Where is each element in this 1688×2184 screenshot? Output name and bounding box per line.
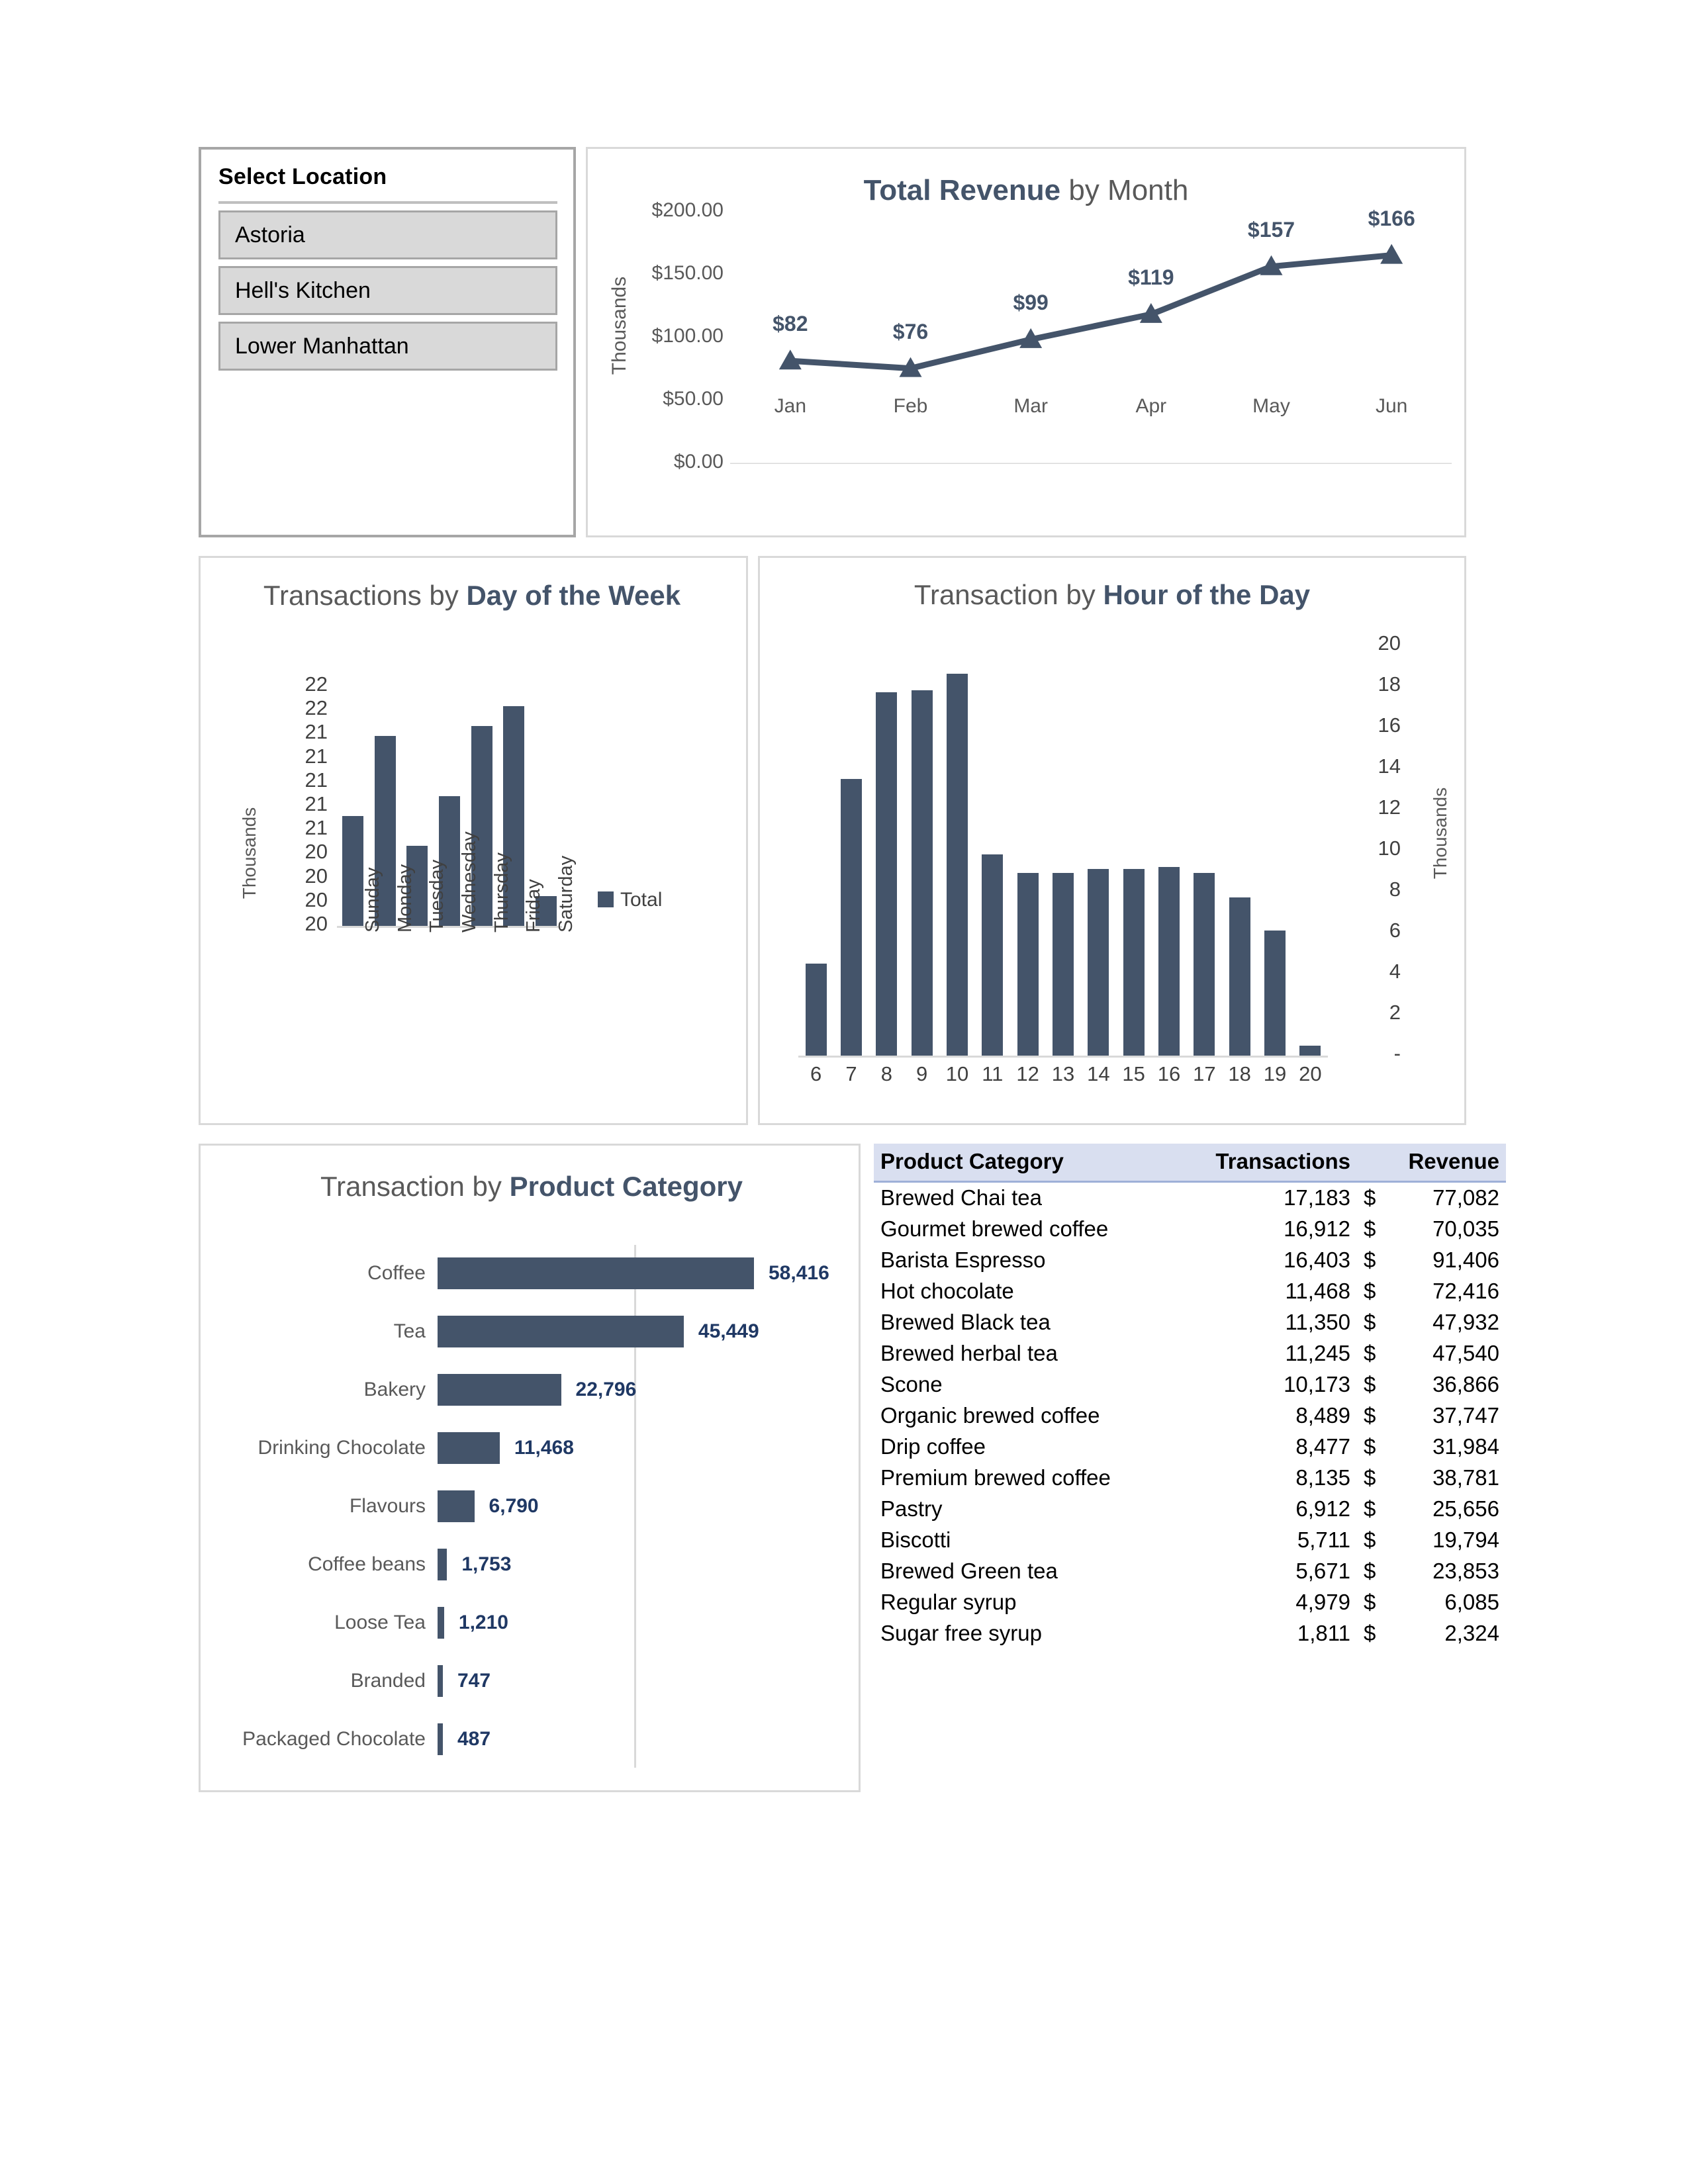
- table-row[interactable]: [874, 1369, 1506, 1400]
- dow-y-tick: 21: [305, 792, 328, 815]
- table-header-row: [874, 1144, 1506, 1182]
- table-row[interactable]: [874, 1618, 1506, 1649]
- product-category-value: 1,753: [461, 1553, 512, 1575]
- table-row[interactable]: [874, 1214, 1506, 1245]
- table-row[interactable]: [874, 1556, 1506, 1587]
- table-header-revenue[interactable]: Revenue: [1357, 1144, 1506, 1182]
- cell-revenue: $ 47,932: [1364, 1310, 1499, 1334]
- slicer-item-astoria[interactable]: Astoria: [218, 210, 557, 259]
- dow-bar: [342, 816, 363, 926]
- hour-x-tick: 9: [916, 1062, 928, 1085]
- currency-symbol: $: [1364, 1341, 1376, 1365]
- product-category-label: Coffee: [367, 1262, 426, 1284]
- cell-transactions: 6,912: [1295, 1496, 1350, 1521]
- cell-revenue: $ 31,984: [1364, 1434, 1499, 1459]
- cell-revenue: $ 47,540: [1364, 1341, 1499, 1365]
- product-category-bar: [438, 1665, 443, 1697]
- transactions-by-hour-of-day-chart: [758, 556, 1466, 1125]
- legend-swatch-total: [598, 891, 614, 907]
- cell-revenue: $ 6,085: [1364, 1590, 1499, 1614]
- dow-y-tick: 22: [305, 696, 328, 720]
- table-row[interactable]: [874, 1463, 1506, 1494]
- currency-symbol: $: [1364, 1465, 1376, 1490]
- hour-bar: [1264, 931, 1286, 1056]
- hour-of-day-chart-title: [760, 579, 1464, 611]
- hour-y-tick: 10: [1378, 837, 1401, 860]
- product-category-bar: [438, 1549, 447, 1580]
- hour-x-tick: 6: [810, 1062, 822, 1085]
- transactions-by-day-of-week-chart: [199, 556, 748, 1125]
- cell-product-category: Biscotti: [880, 1527, 951, 1552]
- cell-transactions: 5,711: [1297, 1527, 1350, 1552]
- table-row[interactable]: [874, 1587, 1506, 1618]
- hour-bar: [1088, 869, 1109, 1056]
- product-category-value: 45,449: [698, 1320, 759, 1342]
- product-category-value: 11,468: [514, 1437, 574, 1459]
- product-category-value: 22,796: [575, 1379, 637, 1400]
- currency-symbol: $: [1364, 1372, 1376, 1396]
- revenue-y-ticks: [588, 199, 724, 473]
- revenue-x-tick: Jun: [1375, 395, 1408, 417]
- cell-product-category: Regular syrup: [880, 1590, 1017, 1614]
- dow-x-tick: Thursday: [491, 852, 512, 933]
- hour-y-axis-label: Thousands: [1430, 787, 1450, 880]
- cell-revenue: $ 38,781: [1364, 1465, 1499, 1490]
- dow-y-tick: 22: [305, 672, 328, 696]
- cell-transactions: 11,245: [1285, 1341, 1350, 1365]
- currency-symbol: $: [1364, 1527, 1376, 1552]
- cell-product-category: Organic brewed coffee: [880, 1403, 1100, 1428]
- hour-y-tick: 8: [1389, 878, 1401, 901]
- table-row[interactable]: [874, 1494, 1506, 1525]
- table-row[interactable]: [874, 1432, 1506, 1463]
- hour-y-tick: 6: [1389, 919, 1401, 942]
- cell-product-category: Brewed Green tea: [880, 1559, 1058, 1583]
- cell-transactions: 8,477: [1295, 1434, 1350, 1459]
- revenue-y-axis-label: Thousands: [608, 276, 630, 375]
- hour-x-tick: 14: [1087, 1062, 1110, 1085]
- hour-bar: [912, 690, 933, 1056]
- product-category-label: Flavours: [349, 1495, 426, 1517]
- cell-transactions: 8,135: [1295, 1465, 1350, 1490]
- cell-revenue: $ 72,416: [1364, 1279, 1499, 1303]
- currency-symbol: $: [1364, 1310, 1376, 1334]
- revenue-x-tick: Feb: [893, 395, 928, 417]
- hour-y-tick: 14: [1378, 754, 1401, 778]
- hour-x-tick: 8: [880, 1062, 892, 1085]
- product-category-value: 1,210: [458, 1612, 508, 1633]
- hour-x-tick: 12: [1016, 1062, 1039, 1085]
- transactions-by-product-category-chart: [199, 1144, 861, 1792]
- location-slicer-panel: [199, 147, 576, 537]
- cell-revenue: $ 2,324: [1364, 1621, 1499, 1645]
- cell-transactions: 11,468: [1285, 1279, 1350, 1303]
- table-row[interactable]: [874, 1276, 1506, 1307]
- revenue-y-tick: $150.00: [651, 262, 724, 284]
- hour-x-tick: 18: [1228, 1062, 1251, 1085]
- product-category-value: 6,790: [489, 1495, 539, 1517]
- cell-revenue: $ 23,853: [1364, 1559, 1499, 1583]
- cell-product-category: Drip coffee: [880, 1434, 986, 1459]
- hour-bar: [1017, 873, 1039, 1056]
- product-detail-table: [874, 1144, 1499, 1649]
- cell-transactions: 10,173: [1284, 1372, 1350, 1396]
- product-category-label: Drinking Chocolate: [258, 1437, 426, 1459]
- cell-revenue: $ 36,866: [1364, 1372, 1499, 1396]
- cell-product-category: Barista Espresso: [880, 1248, 1046, 1272]
- product-category-value: 487: [457, 1728, 491, 1750]
- dow-y-tick: 21: [305, 768, 328, 792]
- product-category-row: [201, 1711, 863, 1768]
- currency-symbol: $: [1364, 1621, 1376, 1645]
- revenue-y-tick: $50.00: [663, 388, 724, 410]
- cell-transactions: 1,811: [1297, 1621, 1350, 1645]
- day-of-week-chart-title: [227, 579, 717, 612]
- cell-transactions: 17,183: [1284, 1185, 1350, 1210]
- hour-y-tick: 16: [1378, 713, 1401, 737]
- dow-y-tick: 21: [305, 744, 328, 768]
- revenue-data-label: $157: [1247, 217, 1295, 242]
- product-category-row: [201, 1420, 863, 1477]
- product-category-row: [201, 1594, 863, 1651]
- hour-bar: [841, 779, 862, 1056]
- slicer-divider: [218, 201, 557, 204]
- hour-x-tick: 17: [1193, 1062, 1216, 1085]
- currency-symbol: $: [1364, 1248, 1376, 1272]
- dow-x-tick: Sunday: [362, 867, 384, 933]
- dow-x-tick: Monday: [394, 864, 416, 933]
- product-category-row: [201, 1245, 863, 1302]
- hour-y-tick: 12: [1378, 796, 1401, 819]
- hour-y-tick: -: [1393, 1042, 1401, 1065]
- product-category-value: 747: [457, 1670, 491, 1692]
- currency-symbol: $: [1364, 1279, 1376, 1303]
- dow-y-axis-label: Thousands: [239, 807, 259, 899]
- dow-x-tick: Saturday: [555, 855, 577, 933]
- product-category-bar: [438, 1723, 443, 1755]
- table-header-transactions[interactable]: Transactions: [1188, 1144, 1357, 1182]
- table-body: [874, 1182, 1506, 1650]
- product-category-row: [201, 1303, 863, 1360]
- cell-transactions: 16,912: [1284, 1216, 1350, 1241]
- cell-product-category: Brewed Chai tea: [880, 1185, 1042, 1210]
- product-category-bar: [438, 1607, 444, 1639]
- hour-x-tick: 16: [1157, 1062, 1181, 1085]
- cell-product-category: Hot chocolate: [880, 1279, 1014, 1303]
- slicer-item-lower-manhattan[interactable]: Lower Manhattan: [218, 322, 557, 371]
- cell-transactions: 8,489: [1295, 1403, 1350, 1428]
- hour-y-tick: 20: [1378, 631, 1401, 655]
- revenue-y-tick: $100.00: [651, 325, 724, 347]
- cell-revenue: $ 25,656: [1364, 1496, 1499, 1521]
- hour-bar: [1158, 867, 1180, 1056]
- revenue-data-label: $166: [1368, 206, 1415, 230]
- cell-transactions: 4,979: [1295, 1590, 1350, 1614]
- cell-transactions: 11,350: [1285, 1310, 1350, 1334]
- hour-bar: [1053, 873, 1074, 1056]
- hour-x-tick: 10: [945, 1062, 969, 1085]
- currency-symbol: $: [1364, 1434, 1376, 1459]
- dow-y-tick: 20: [305, 912, 328, 935]
- cell-product-category: Sugar free syrup: [880, 1621, 1042, 1645]
- product-category-label: Branded: [350, 1670, 426, 1692]
- currency-symbol: $: [1364, 1216, 1376, 1241]
- product-category-bar: [438, 1257, 754, 1289]
- hour-bar: [1299, 1046, 1321, 1056]
- hour-y-tick: 18: [1378, 672, 1401, 696]
- cell-transactions: 5,671: [1295, 1559, 1350, 1583]
- dow-y-tick: 20: [305, 887, 328, 911]
- dow-x-tick: Friday: [523, 879, 545, 933]
- hour-x-tick: 15: [1122, 1062, 1145, 1085]
- prod-title-bold: Product Category: [509, 1171, 743, 1202]
- product-category-label: Loose Tea: [334, 1612, 426, 1633]
- slicer-title: Select Location: [218, 164, 387, 189]
- product-category-row: [201, 1653, 863, 1709]
- product-category-label: Packaged Chocolate: [242, 1728, 426, 1750]
- revenue-plot-area: [730, 212, 1452, 464]
- currency-symbol: $: [1364, 1496, 1376, 1521]
- revenue-x-tick: Mar: [1013, 395, 1048, 417]
- dow-y-tick: 20: [305, 864, 328, 887]
- revenue-data-label: $82: [773, 312, 808, 336]
- product-category-bar: [438, 1490, 475, 1522]
- slicer-item-hells-kitchen[interactable]: Hell's Kitchen: [218, 266, 557, 315]
- table-row[interactable]: [874, 1182, 1506, 1214]
- hour-x-tick: 20: [1299, 1062, 1322, 1085]
- table: [874, 1144, 1506, 1649]
- currency-symbol: $: [1364, 1403, 1376, 1428]
- table-row[interactable]: [874, 1525, 1506, 1556]
- product-category-bar: [438, 1374, 561, 1406]
- dow-y-tick: 20: [305, 840, 328, 864]
- dow-title-regular: Transactions by: [263, 580, 467, 611]
- product-category-label: Coffee beans: [308, 1553, 426, 1575]
- currency-symbol: $: [1364, 1559, 1376, 1583]
- dow-y-tick: 21: [305, 720, 328, 744]
- currency-symbol: $: [1364, 1590, 1376, 1614]
- dow-y-tick: 21: [305, 816, 328, 840]
- product-category-bar: [438, 1432, 500, 1464]
- table-header-product-category[interactable]: Product Category: [874, 1144, 1188, 1182]
- cell-product-category: Scone: [880, 1372, 943, 1396]
- total-revenue-by-month-chart: [586, 147, 1466, 537]
- hour-title-regular: Transaction by: [914, 579, 1103, 610]
- table-row[interactable]: [874, 1245, 1506, 1276]
- revenue-data-label: $76: [892, 319, 929, 343]
- revenue-x-tick: May: [1252, 395, 1290, 417]
- revenue-x-tick: Jan: [774, 395, 807, 417]
- hour-bar: [982, 854, 1003, 1056]
- prod-title-regular: Transaction by: [320, 1171, 510, 1202]
- dow-x-tick: Wednesday: [459, 831, 480, 933]
- cell-revenue: $ 70,035: [1364, 1216, 1499, 1241]
- hour-bar: [1123, 869, 1145, 1056]
- hour-x-tick: 11: [982, 1062, 1004, 1085]
- hour-bar: [947, 674, 968, 1056]
- table-row[interactable]: [874, 1338, 1506, 1369]
- cell-product-category: Brewed Black tea: [880, 1310, 1051, 1334]
- product-category-chart-title: [214, 1171, 849, 1203]
- hour-y-tick: 4: [1389, 960, 1401, 983]
- legend-label-total: Total: [620, 889, 663, 911]
- hour-bar: [876, 692, 897, 1056]
- cell-transactions: 16,403: [1284, 1248, 1350, 1272]
- table-row[interactable]: [874, 1307, 1506, 1338]
- revenue-data-label: $99: [1013, 290, 1049, 314]
- cell-revenue: $ 91,406: [1364, 1248, 1499, 1272]
- dow-title-bold: Day of the Week: [466, 580, 681, 611]
- cell-product-category: Brewed herbal tea: [880, 1341, 1058, 1365]
- revenue-x-tick: Apr: [1135, 395, 1167, 417]
- cell-product-category: Premium brewed coffee: [880, 1465, 1111, 1490]
- hour-bar: [806, 964, 827, 1056]
- table-row[interactable]: [874, 1400, 1506, 1432]
- cell-revenue: $ 77,082: [1364, 1185, 1499, 1210]
- product-category-label: Tea: [393, 1320, 426, 1342]
- product-category-label: Bakery: [363, 1379, 426, 1400]
- hour-bar: [1194, 873, 1215, 1056]
- currency-symbol: $: [1364, 1185, 1376, 1210]
- cell-product-category: Gourmet brewed coffee: [880, 1216, 1109, 1241]
- hour-plot-area: [798, 645, 1328, 1058]
- product-category-row: [201, 1536, 863, 1593]
- revenue-data-label: $119: [1128, 265, 1174, 289]
- revenue-y-tick: $0.00: [673, 451, 724, 473]
- product-category-row: [201, 1361, 863, 1418]
- cell-product-category: Pastry: [880, 1496, 943, 1521]
- product-category-value: 58,416: [769, 1262, 829, 1284]
- revenue-title-regular: by Month: [1060, 174, 1189, 206]
- dow-x-tick: Tuesday: [426, 859, 448, 933]
- revenue-y-tick: $200.00: [651, 199, 724, 221]
- dow-legend: [598, 889, 662, 911]
- hour-bar: [1229, 897, 1250, 1056]
- hour-title-bold: Hour of the Day: [1103, 579, 1311, 610]
- product-category-row: [201, 1478, 863, 1535]
- cell-revenue: $ 19,794: [1364, 1527, 1499, 1552]
- revenue-title-bold: Total Revenue: [863, 174, 1061, 206]
- product-category-bar: [438, 1316, 684, 1347]
- hour-y-tick: 2: [1389, 1001, 1401, 1024]
- hour-x-tick: 13: [1051, 1062, 1075, 1085]
- revenue-line-svg: [730, 212, 1452, 464]
- cell-revenue: $ 37,747: [1364, 1403, 1499, 1428]
- hour-x-tick: 7: [845, 1062, 857, 1085]
- hour-x-tick: 19: [1263, 1062, 1287, 1085]
